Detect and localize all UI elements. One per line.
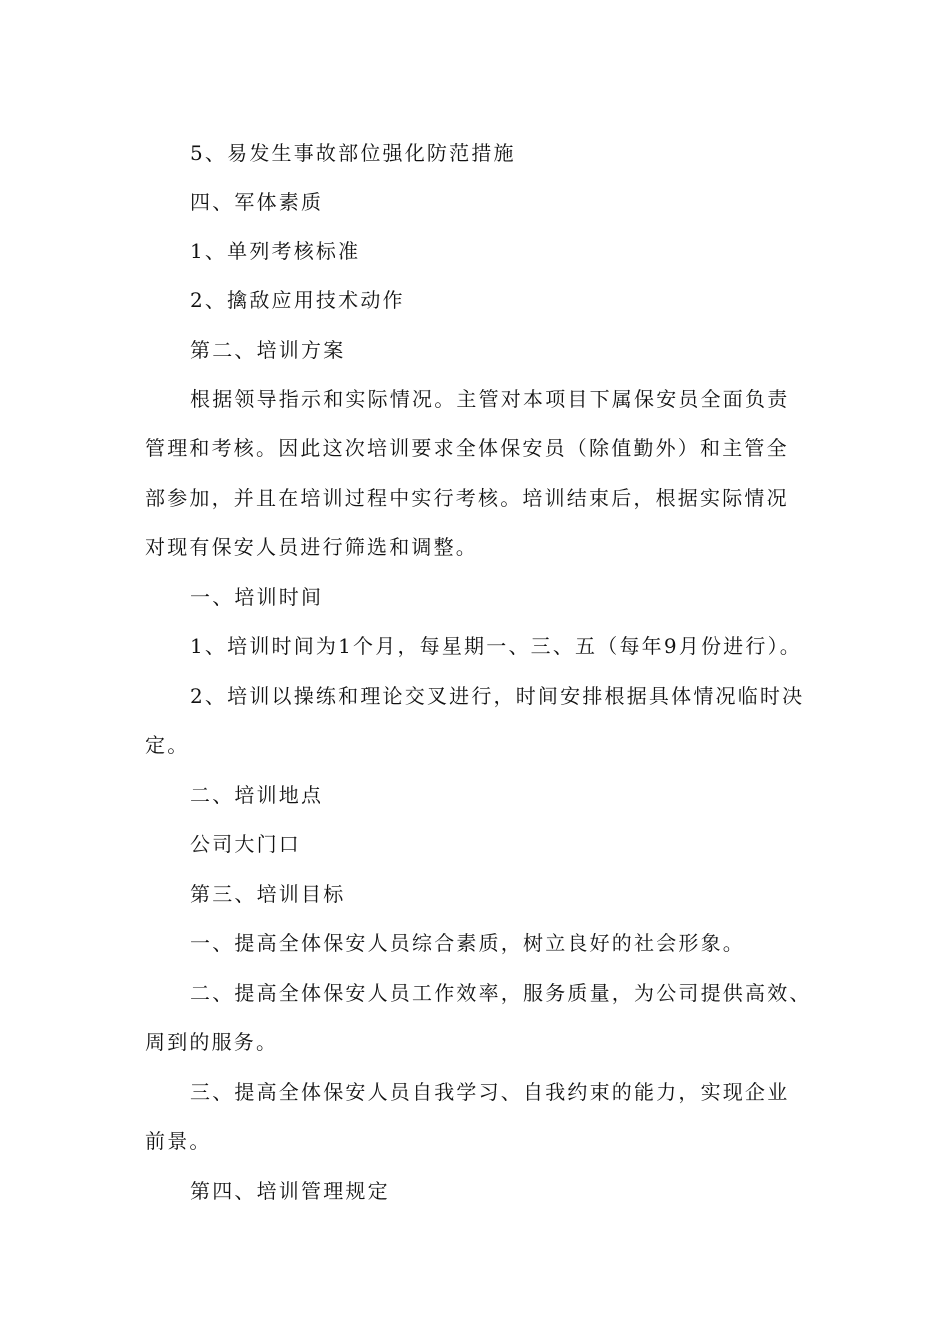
chapter-heading: 第二、培训方案 bbox=[190, 338, 346, 362]
text-line: 一、提高全体保安人员综合素质，树立良好的社会形象。 bbox=[190, 931, 745, 955]
text-line: 三、提高全体保安人员自我学习、自我约束的能力，实现企业 bbox=[190, 1080, 790, 1104]
text-line: 2、培训以操练和理论交叉进行，时间安排根据具体情况临时决 bbox=[190, 684, 805, 708]
text-line: 周到的服务。 bbox=[145, 1030, 279, 1054]
text-line: 1、培训时间为1个月，每星期一、三、五（每年9月份进行）。 bbox=[190, 634, 802, 658]
text-line: 1、单列考核标准 bbox=[190, 239, 361, 263]
section-heading: 四、军体素质 bbox=[190, 190, 324, 214]
text-line: 5、易发生事故部位强化防范措施 bbox=[190, 141, 516, 165]
text-line: 公司大门口 bbox=[190, 832, 301, 856]
text-line: 2、擒敌应用技术动作 bbox=[190, 288, 405, 312]
text-line: 前景。 bbox=[145, 1129, 212, 1153]
section-heading: 二、培训地点 bbox=[190, 783, 324, 807]
paragraph-line: 对现有保安人员进行筛选和调整。 bbox=[145, 535, 478, 559]
section-heading: 一、培训时间 bbox=[190, 585, 324, 609]
chapter-heading: 第四、培训管理规定 bbox=[190, 1179, 390, 1203]
paragraph-line: 根据领导指示和实际情况。主管对本项目下属保安员全面负责 bbox=[190, 387, 790, 411]
chapter-heading: 第三、培训目标 bbox=[190, 882, 346, 906]
text-line: 定。 bbox=[145, 733, 190, 757]
paragraph-line: 部参加，并且在培训过程中实行考核。培训结束后，根据实际情况 bbox=[145, 486, 789, 510]
text-line: 二、提高全体保安人员工作效率，服务质量，为公司提供高效、 bbox=[190, 981, 812, 1005]
paragraph-line: 管理和考核。因此这次培训要求全体保安员（除值勤外）和主管全 bbox=[145, 436, 789, 460]
